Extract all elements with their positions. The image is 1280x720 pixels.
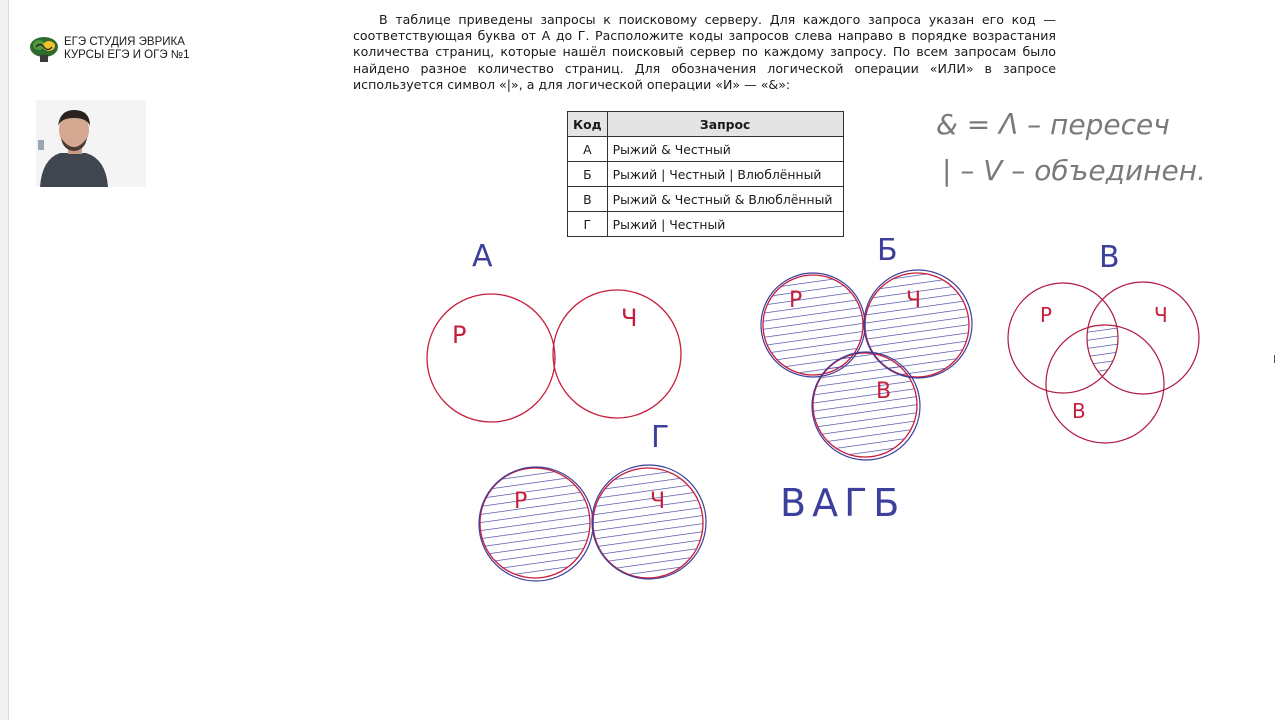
diagram-b-top-right-label: Ч [906,288,922,313]
diagram-v-title: В [1099,240,1120,275]
venn-diagram-v [1008,240,1199,443]
diagram-a-right-label: Ч [621,304,638,332]
diagram-g-right-label: Ч [650,489,666,514]
row-code: Г [568,212,608,237]
row-code: В [568,187,608,212]
diagram-v-top-left-label: Р [1040,303,1053,327]
note-and-definition: & = Λ – пересеч [936,108,1170,141]
venn-diagram-b [761,233,972,460]
row-code: А [568,137,608,162]
diagram-v-top-right-label: Ч [1154,303,1168,327]
diagram-a-title: А [472,239,493,274]
diagram-b-top-left-label: Р [789,288,803,313]
diagram-g-left-label: Р [514,489,528,514]
answer-sequence: ВАГБ [780,481,906,525]
row-query: Рыжий | Честный [607,212,843,237]
problem-statement: В таблице приведены запросы к поисковому серверу. Для каждого запроса указан его код — соответствующая буква от А до Г. Расположите коды запросов слева направо в порядке возрастания количества страниц, которые нашёл поисковый сервер по каждому запросу. По всем запросам было найдено разное количество страниц. Для обозначения логической операции «ИЛИ» в запросе используется символ «|», а для логической операции «И» — «&»: [353,12,1056,92]
scroll-indicator[interactable] [1274,355,1280,363]
venn-diagram-a [427,239,681,422]
diagram-b-title: Б [877,233,898,268]
logo-line-2: КУРСЫ ЕГЭ И ОГЭ №1 [64,49,190,61]
row-query: Рыжий & Честный [607,137,843,162]
header-code: Код [568,112,608,137]
row-query: Рыжий | Честный | Влюблённый [607,162,843,187]
row-query: Рыжий & Честный & Влюблённый [607,187,843,212]
venn-diagram-g [479,420,706,581]
diagram-b-bottom-label: В [876,379,892,404]
diagram-a-left-label: Р [452,321,467,349]
row-code: Б [568,162,608,187]
header-query: Запрос [607,112,843,137]
logo-line-1: ЕГЭ СТУДИЯ ЭВРИКА [64,36,185,48]
diagram-v-bottom-label: В [1072,399,1086,423]
diagram-g-title: Г [651,420,670,455]
note-or-definition: | – V – объединен. [942,154,1206,187]
